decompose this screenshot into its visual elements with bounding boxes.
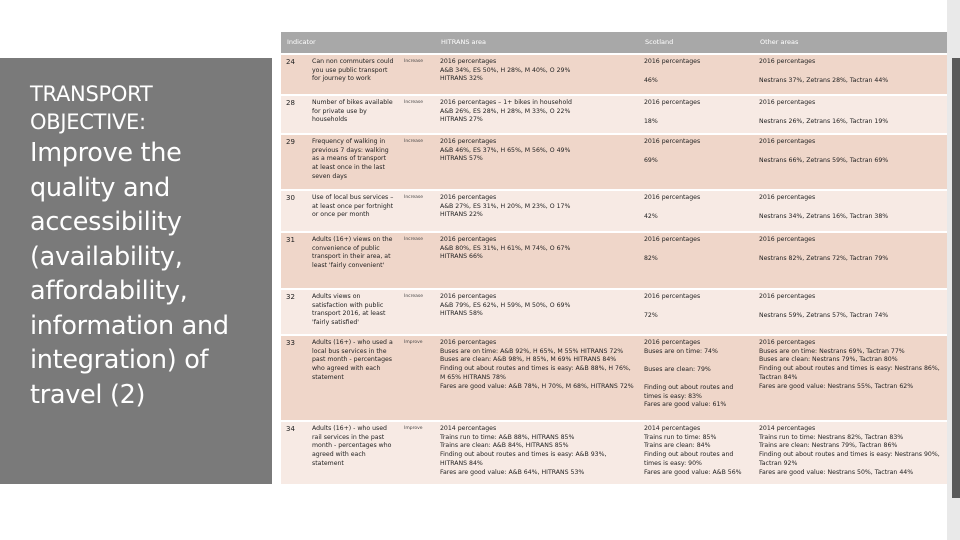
cell-hitrans — [435, 421, 639, 485]
cell-scotland — [639, 134, 754, 190]
table-row — [281, 95, 947, 134]
cell-scotland-text: 42% — [644, 212, 658, 220]
slide-title — [30, 80, 270, 412]
cell-other — [754, 335, 947, 421]
cell-other — [754, 190, 947, 232]
cell-hitrans-text: 2016 percentages A&B 34%, ES 50%, H 28%, M 40%, O 29% HITRANS 32% — [440, 58, 571, 83]
cell-direction-text: Increase — [404, 294, 424, 299]
header-hitrans: HITRANS area — [435, 32, 639, 54]
cell-indicator-text: Frequency of walking in previous 7 days: walking as a means of transport at least once in the last seven days — [312, 138, 389, 180]
cell-indicator — [307, 54, 399, 95]
cell-direction-text: Increase — [404, 195, 424, 200]
cell-other-text: 2016 percentages — [759, 293, 816, 300]
table-row — [281, 54, 947, 95]
cell-other — [754, 289, 947, 335]
cell-hitrans-text: 2016 percentages A&B 46%, ES 37%, H 65%, M 56%, O 49% HITRANS 57% — [440, 138, 571, 163]
cell-indicator-text: Use of local bus services – at least once per fortnight or once per month — [312, 194, 394, 219]
cell-other-text: Nestrans 59%, Zetrans 57%, Tactran 74% — [759, 311, 889, 319]
header-other: Other areas — [754, 32, 947, 54]
cell-scotland-text: 2016 percentages — [644, 293, 701, 300]
title-line-2: OBJECTIVE: — [30, 110, 146, 134]
cell-scotland-text: 18% — [644, 117, 658, 125]
cell-scotland-text: 2016 percentages Buses are on time: 74% — [644, 339, 718, 355]
table-row — [281, 232, 947, 289]
cell-indicator-text: Can non commuters could you use public transport for journey to work — [312, 58, 394, 83]
cell-hitrans — [435, 289, 639, 335]
header-blank-2 — [399, 32, 435, 54]
table-row — [281, 134, 947, 190]
table-header — [281, 32, 947, 54]
cell-direction-text: Increase — [404, 100, 424, 105]
cell-hitrans — [435, 232, 639, 289]
cell-other-text: 2016 percentages — [759, 99, 816, 106]
cell-scotland — [639, 232, 754, 289]
cell-other-text: Nestrans 26%, Zetrans 16%, Tactran 19% — [759, 117, 889, 125]
cell-other — [754, 421, 947, 485]
cell-direction — [399, 190, 435, 232]
title-body: Improve the quality and accessibility (availability, affordability, information and integration) of travel (2) — [30, 138, 229, 410]
cell-other-text: 2016 percentages — [759, 58, 816, 65]
cell-scotland — [639, 190, 754, 232]
cell-indicator — [307, 190, 399, 232]
cell-number — [281, 95, 307, 134]
cell-hitrans-text: 2016 percentages A&B 80%, ES 31%, H 61%, M 74%, O 67% HITRANS 66% — [440, 236, 571, 261]
cell-indicator-text: Adults views on satisfaction with public transport 2016, at least 'fairly satisfied' — [312, 293, 386, 327]
cell-hitrans-text: 2016 percentages – 1+ bikes in household A&B 26%, ES 28%, H 28%, M 33%, O 22% HITRANS 27% — [440, 99, 572, 124]
cell-number — [281, 54, 307, 95]
cell-number-text: 33 — [286, 339, 295, 347]
cell-scotland — [639, 421, 754, 485]
cell-hitrans — [435, 54, 639, 95]
cell-hitrans — [435, 95, 639, 134]
cell-direction-text: Increase — [404, 139, 424, 144]
cell-direction-text: Improve — [404, 340, 423, 345]
right-edge-panel — [952, 58, 960, 498]
cell-other — [754, 134, 947, 190]
cell-scotland — [639, 289, 754, 335]
indicator-table — [281, 32, 947, 486]
table-row — [281, 289, 947, 335]
cell-scotland — [639, 95, 754, 134]
cell-scotland-text: 69% — [644, 156, 658, 164]
cell-other-text: 2016 percentages — [759, 194, 816, 201]
cell-number — [281, 421, 307, 485]
cell-direction — [399, 54, 435, 95]
cell-direction — [399, 95, 435, 134]
cell-hitrans — [435, 335, 639, 421]
cell-number-text: 32 — [286, 293, 295, 301]
cell-other-text: Nestrans 37%, Zetrans 28%, Tactran 44% — [759, 76, 889, 84]
cell-other-text: 2016 percentages Buses are on time: Nestrans 69%, Tactran 77% Buses are clean: Nestrans 79%, Tactran 80% Finding out about routes and times is easy: Nestrans 86%, Tactran 84% Fares are good value: Nestrans 55%, Tactran 62% — [759, 339, 940, 390]
cell-scotland-text: 82% — [644, 254, 658, 262]
table-body — [281, 54, 947, 485]
cell-hitrans-text: 2016 percentages Buses are on time: A&B 92%, H 65%, M 55% HITRANS 72% Buses are clean: A&B 98%, H 85%, M 69% HITRANS 84% Finding out about routes and times is easy: A&B 88%, H 76%, M 65% HITRANS 78% Fares are good value: A&B 78%, H 70%, M 68%, HITRANS 72% — [440, 339, 634, 390]
cell-scotland-text: 2016 percentages — [644, 138, 701, 145]
cell-indicator — [307, 134, 399, 190]
cell-direction — [399, 289, 435, 335]
cell-other — [754, 54, 947, 95]
cell-other-text: Nestrans 82%, Zetrans 72%, Tactran 79% — [759, 254, 889, 262]
cell-other-text: 2014 percentages Trains run to time: Nestrans 82%, Tactran 83% Trains are clean: Nestrans 79%, Tactran 86% Finding out about routes and times is easy: Nestrans 90%, Tactran 92% Fares are good value: Nestrans 50%, Tactran 44% — [759, 425, 940, 476]
cell-hitrans-text: 2016 percentages A&B 27%, ES 31%, H 20%, M 23%, O 17% HITRANS 22% — [440, 194, 571, 219]
cell-number-text: 34 — [286, 425, 295, 433]
cell-direction — [399, 232, 435, 289]
cell-indicator-text: Number of bikes available for private use by households — [312, 99, 393, 124]
cell-scotland-text: 2014 percentages Trains run to time: 85% Trains are clean: 84% Finding out about routes and times is easy: 90% Fares are good value: A&B 56% — [644, 425, 742, 476]
header-blank-1 — [307, 32, 399, 54]
cell-other-text: 2016 percentages — [759, 138, 816, 145]
cell-hitrans-text: 2016 percentages A&B 79%, ES 62%, H 59%, M 50%, O 69% HITRANS 58% — [440, 293, 571, 318]
cell-number — [281, 335, 307, 421]
cell-number — [281, 190, 307, 232]
cell-scotland — [639, 335, 754, 421]
cell-number-text: 28 — [286, 99, 295, 107]
cell-number-text: 30 — [286, 194, 295, 202]
cell-hitrans — [435, 190, 639, 232]
header-scotland: Scotland — [639, 32, 754, 54]
cell-indicator-text: Adults (16+) - who used a local bus services in the past month - percentages who agreed with each statement — [312, 339, 393, 381]
cell-indicator — [307, 335, 399, 421]
cell-other-text: 2016 percentages — [759, 236, 816, 243]
cell-direction — [399, 335, 435, 421]
cell-scotland — [639, 54, 754, 95]
cell-other — [754, 232, 947, 289]
cell-number — [281, 134, 307, 190]
cell-scotland-text: 2016 percentages — [644, 236, 701, 243]
table-row — [281, 421, 947, 485]
cell-number-text: 31 — [286, 236, 295, 244]
cell-scotland-text: 72% — [644, 311, 658, 319]
cell-scotland-text: 2016 percentages — [644, 99, 701, 106]
cell-scotland-text: Buses are clean: 79% Finding out about routes and times is easy: 83% Fares are good value: 61% — [644, 366, 734, 409]
cell-direction — [399, 134, 435, 190]
table-row — [281, 190, 947, 232]
cell-number-text: 24 — [286, 58, 295, 66]
cell-scotland-text: 2016 percentages — [644, 58, 701, 65]
cell-other-text: Nestrans 34%, Zetrans 16%, Tactran 38% — [759, 212, 889, 220]
cell-indicator-text: Adults (16+) - who used rail services in the past month - percentages who agreed with each statement — [312, 425, 392, 467]
cell-hitrans — [435, 134, 639, 190]
cell-scotland-text: 46% — [644, 76, 658, 84]
header-indicator: Indicator — [281, 32, 307, 54]
cell-direction-text: Improve — [404, 426, 423, 431]
cell-indicator — [307, 95, 399, 134]
cell-number-text: 29 — [286, 138, 295, 146]
cell-number — [281, 232, 307, 289]
cell-direction-text: Increase — [404, 59, 424, 64]
cell-hitrans-text: 2014 percentages Trains run to time: A&B 88%, HITRANS 85% Trains are clean: A&B 84%, HITRANS 85% Finding out about routes and times is easy: A&B 93%, HITRANS 84% Fares are good value: A&B 64%, HITRANS 53% — [440, 425, 607, 476]
cell-number — [281, 289, 307, 335]
cell-direction-text: Increase — [404, 237, 424, 242]
cell-scotland-text: 2016 percentages — [644, 194, 701, 201]
cell-indicator-text: Adults (16+) views on the convenience of public transport in their area, at least 'fairly convenient' — [312, 236, 393, 270]
title-line-1: TRANSPORT — [30, 82, 153, 106]
cell-indicator — [307, 232, 399, 289]
cell-other — [754, 95, 947, 134]
cell-other-text: Nestrans 66%, Zetrans 59%, Tactran 69% — [759, 156, 889, 164]
table-row — [281, 335, 947, 421]
cell-indicator — [307, 421, 399, 485]
cell-direction — [399, 421, 435, 485]
cell-indicator — [307, 289, 399, 335]
